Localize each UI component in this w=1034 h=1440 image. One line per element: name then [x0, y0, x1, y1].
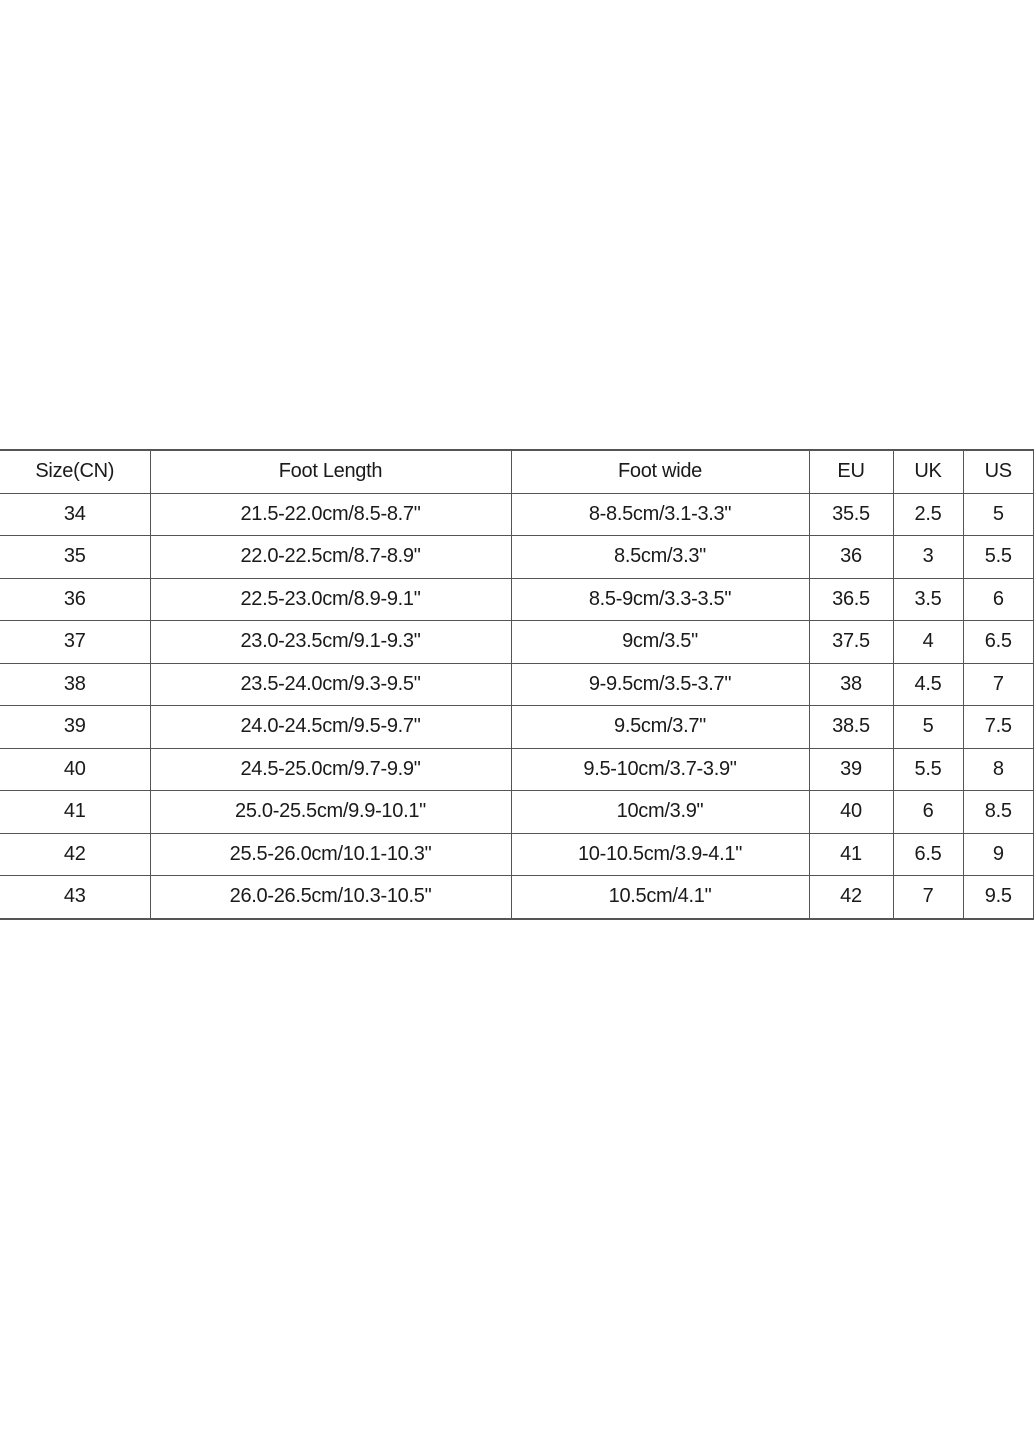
cell-eu: 42	[809, 876, 893, 919]
table-row	[0, 663, 1034, 706]
table-row	[0, 748, 1034, 791]
cell-foot-length: 22.5-23.0cm/8.9-9.1"	[150, 578, 511, 621]
cell-foot-length: 21.5-22.0cm/8.5-8.7"	[150, 493, 511, 536]
size-chart-table	[0, 449, 1034, 920]
header-foot-length: Foot Length	[150, 450, 511, 493]
cell-eu: 36.5	[809, 578, 893, 621]
cell-uk: 4.5	[893, 663, 963, 706]
cell-uk: 7	[893, 876, 963, 919]
cell-size-cn: 35	[0, 536, 150, 579]
table-row	[0, 493, 1034, 536]
cell-foot-wide: 8.5-9cm/3.3-3.5"	[511, 578, 809, 621]
cell-foot-wide: 9-9.5cm/3.5-3.7"	[511, 663, 809, 706]
cell-eu: 37.5	[809, 621, 893, 664]
cell-uk: 6	[893, 791, 963, 834]
cell-foot-length: 26.0-26.5cm/10.3-10.5"	[150, 876, 511, 919]
cell-eu: 35.5	[809, 493, 893, 536]
cell-eu: 41	[809, 833, 893, 876]
cell-foot-wide: 8.5cm/3.3"	[511, 536, 809, 579]
cell-eu: 39	[809, 748, 893, 791]
cell-uk: 5	[893, 706, 963, 749]
cell-us: 8	[963, 748, 1034, 791]
cell-uk: 3	[893, 536, 963, 579]
table-row	[0, 791, 1034, 834]
cell-us: 7.5	[963, 706, 1034, 749]
cell-us: 7	[963, 663, 1034, 706]
size-chart-container	[0, 449, 1034, 920]
header-us: US	[963, 450, 1034, 493]
cell-foot-wide: 10cm/3.9"	[511, 791, 809, 834]
cell-foot-wide: 10-10.5cm/3.9-4.1"	[511, 833, 809, 876]
cell-foot-length: 22.0-22.5cm/8.7-8.9"	[150, 536, 511, 579]
cell-us: 5.5	[963, 536, 1034, 579]
header-size-cn: Size(CN)	[0, 450, 150, 493]
cell-eu: 40	[809, 791, 893, 834]
cell-eu: 38.5	[809, 706, 893, 749]
cell-foot-wide: 9cm/3.5"	[511, 621, 809, 664]
cell-foot-length: 23.0-23.5cm/9.1-9.3"	[150, 621, 511, 664]
cell-foot-length: 24.0-24.5cm/9.5-9.7"	[150, 706, 511, 749]
header-uk: UK	[893, 450, 963, 493]
cell-uk: 3.5	[893, 578, 963, 621]
cell-size-cn: 36	[0, 578, 150, 621]
cell-foot-wide: 9.5cm/3.7"	[511, 706, 809, 749]
header-foot-wide: Foot wide	[511, 450, 809, 493]
cell-size-cn: 38	[0, 663, 150, 706]
cell-us: 9.5	[963, 876, 1034, 919]
cell-us: 6.5	[963, 621, 1034, 664]
cell-size-cn: 34	[0, 493, 150, 536]
cell-foot-length: 23.5-24.0cm/9.3-9.5"	[150, 663, 511, 706]
cell-foot-wide: 9.5-10cm/3.7-3.9"	[511, 748, 809, 791]
cell-foot-length: 24.5-25.0cm/9.7-9.9"	[150, 748, 511, 791]
cell-foot-length: 25.5-26.0cm/10.1-10.3"	[150, 833, 511, 876]
cell-us: 5	[963, 493, 1034, 536]
cell-size-cn: 39	[0, 706, 150, 749]
cell-us: 6	[963, 578, 1034, 621]
table-row	[0, 621, 1034, 664]
table-row	[0, 833, 1034, 876]
cell-eu: 38	[809, 663, 893, 706]
cell-uk: 5.5	[893, 748, 963, 791]
table-row	[0, 536, 1034, 579]
cell-foot-wide: 8-8.5cm/3.1-3.3"	[511, 493, 809, 536]
cell-uk: 4	[893, 621, 963, 664]
cell-eu: 36	[809, 536, 893, 579]
cell-us: 9	[963, 833, 1034, 876]
size-chart-body	[0, 493, 1034, 919]
header-row	[0, 450, 1034, 493]
cell-size-cn: 37	[0, 621, 150, 664]
table-row	[0, 578, 1034, 621]
cell-size-cn: 43	[0, 876, 150, 919]
cell-size-cn: 41	[0, 791, 150, 834]
table-row	[0, 706, 1034, 749]
cell-foot-length: 25.0-25.5cm/9.9-10.1"	[150, 791, 511, 834]
cell-uk: 2.5	[893, 493, 963, 536]
header-eu: EU	[809, 450, 893, 493]
cell-uk: 6.5	[893, 833, 963, 876]
cell-size-cn: 42	[0, 833, 150, 876]
cell-foot-wide: 10.5cm/4.1"	[511, 876, 809, 919]
cell-us: 8.5	[963, 791, 1034, 834]
table-row	[0, 876, 1034, 919]
cell-size-cn: 40	[0, 748, 150, 791]
